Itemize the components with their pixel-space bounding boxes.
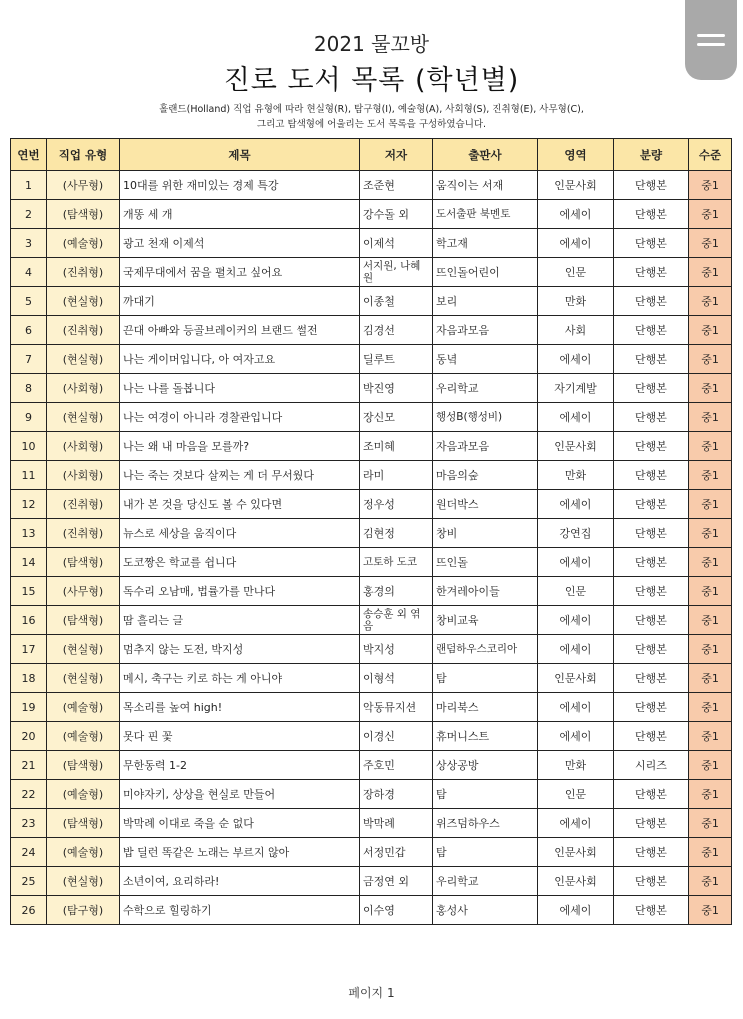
- table-row: [11, 258, 732, 287]
- table-row: [11, 519, 732, 548]
- cell-no: 19: [11, 693, 47, 722]
- cell-author: 송승훈 외 엮음: [360, 606, 433, 635]
- cell-title: 나는 여경이 아니라 경찰관입니다: [120, 403, 360, 432]
- cell-publisher: 상상공방: [433, 751, 538, 780]
- cell-level: 중1: [689, 432, 732, 461]
- cell-area: 인문사회: [538, 838, 614, 867]
- cell-author: 강수돌 외: [360, 200, 433, 229]
- cell-publisher: 자음과모음: [433, 316, 538, 345]
- cell-no: 10: [11, 432, 47, 461]
- cell-form: 단행본: [614, 838, 689, 867]
- cell-no: 23: [11, 809, 47, 838]
- table-row: [11, 693, 732, 722]
- cell-type: (예술형): [47, 838, 120, 867]
- cell-form: 단행본: [614, 867, 689, 896]
- cell-level: 중1: [689, 403, 732, 432]
- cell-title: 도코짱은 학교를 쉽니다: [120, 548, 360, 577]
- cell-type: (예술형): [47, 229, 120, 258]
- cell-type: (진취형): [47, 316, 120, 345]
- cell-area: 에세이: [538, 809, 614, 838]
- description: [0, 102, 743, 132]
- cell-type: (현실형): [47, 635, 120, 664]
- cell-publisher: 탐: [433, 780, 538, 809]
- cell-title: 수학으로 힐링하기: [120, 896, 360, 925]
- cell-no: 6: [11, 316, 47, 345]
- cell-level: 중1: [689, 490, 732, 519]
- cell-area: 인문: [538, 780, 614, 809]
- cell-author: 서지원, 나혜원: [360, 258, 433, 287]
- cell-no: 18: [11, 664, 47, 693]
- column-header-title: 제목: [120, 139, 360, 171]
- cell-title: 나는 게이머입니다, 아 여자고요: [120, 345, 360, 374]
- cell-author: 박진영: [360, 374, 433, 403]
- cell-title: 까대기: [120, 287, 360, 316]
- cell-area: 에세이: [538, 548, 614, 577]
- cell-author: 홍경의: [360, 577, 433, 606]
- cell-author: 이제석: [360, 229, 433, 258]
- cell-publisher: 마리북스: [433, 693, 538, 722]
- cell-level: 중1: [689, 809, 732, 838]
- cell-author: 김현정: [360, 519, 433, 548]
- cell-level: 중1: [689, 751, 732, 780]
- book-list-table: [10, 138, 732, 925]
- cell-area: 인문: [538, 577, 614, 606]
- cell-author: 정우성: [360, 490, 433, 519]
- table-row: [11, 548, 732, 577]
- page-number: 페이지 1: [348, 986, 395, 1000]
- cell-level: 중1: [689, 316, 732, 345]
- column-header-area: 영역: [538, 139, 614, 171]
- cell-author: 이종철: [360, 287, 433, 316]
- cell-title: 국제무대에서 꿈을 펼치고 싶어요: [120, 258, 360, 287]
- cell-title: 땀 흘리는 글: [120, 606, 360, 635]
- cell-publisher: 창비교육: [433, 606, 538, 635]
- table-body: [11, 171, 732, 925]
- cell-no: 24: [11, 838, 47, 867]
- cell-level: 중1: [689, 287, 732, 316]
- table-row: [11, 606, 732, 635]
- cell-area: 인문사회: [538, 867, 614, 896]
- cell-form: 단행본: [614, 722, 689, 751]
- cell-publisher: 마음의숲: [433, 461, 538, 490]
- year-title: 2021 물꼬방: [313, 32, 430, 56]
- cell-publisher: 우리학교: [433, 374, 538, 403]
- cell-title: 개똥 세 개: [120, 200, 360, 229]
- cell-form: 단행본: [614, 548, 689, 577]
- cell-level: 중1: [689, 519, 732, 548]
- description-line-1: 홀랜드(Holland) 직업 유형에 따라 현실형(R), 탐구형(I), 예술형(A), 사회형(S), 진취형(E), 사무형(C),: [159, 104, 584, 115]
- cell-publisher: 한겨레아이들: [433, 577, 538, 606]
- cell-author: 고토하 도코: [360, 548, 433, 577]
- cell-form: 단행본: [614, 374, 689, 403]
- cell-type: (탐색형): [47, 751, 120, 780]
- cell-no: 21: [11, 751, 47, 780]
- cell-title: 내가 본 것을 당신도 볼 수 있다면: [120, 490, 360, 519]
- cell-no: 22: [11, 780, 47, 809]
- cell-type: (탐색형): [47, 606, 120, 635]
- cell-type: (사회형): [47, 461, 120, 490]
- cell-title: 밥 딜런 똑같은 노래는 부르지 않아: [120, 838, 360, 867]
- cell-level: 중1: [689, 374, 732, 403]
- cell-title: 미야자키, 상상을 현실로 만들어: [120, 780, 360, 809]
- cell-title: 뉴스로 세상을 움직이다: [120, 519, 360, 548]
- table-row: [11, 200, 732, 229]
- cell-no: 17: [11, 635, 47, 664]
- table-row: [11, 316, 732, 345]
- table-row: [11, 664, 732, 693]
- cell-area: 강연집: [538, 519, 614, 548]
- cell-area: 인문사회: [538, 171, 614, 200]
- table-row: [11, 809, 732, 838]
- cell-form: 시리즈: [614, 751, 689, 780]
- cell-type: (현실형): [47, 867, 120, 896]
- cell-level: 중1: [689, 896, 732, 925]
- cell-form: 단행본: [614, 577, 689, 606]
- cell-publisher: 뜨인돌: [433, 548, 538, 577]
- cell-form: 단행본: [614, 200, 689, 229]
- cell-form: 단행본: [614, 519, 689, 548]
- cell-area: 인문사회: [538, 664, 614, 693]
- cell-type: (진취형): [47, 258, 120, 287]
- cell-no: 16: [11, 606, 47, 635]
- column-header-level: 수준: [689, 139, 732, 171]
- cell-form: 단행본: [614, 258, 689, 287]
- table-row: [11, 867, 732, 896]
- cell-form: 단행본: [614, 490, 689, 519]
- cell-level: 중1: [689, 780, 732, 809]
- cell-publisher: 움직이는 서재: [433, 171, 538, 200]
- cell-area: 에세이: [538, 229, 614, 258]
- cell-level: 중1: [689, 693, 732, 722]
- cell-title: 메시, 축구는 키로 하는 게 아니야: [120, 664, 360, 693]
- column-header-author: 저자: [360, 139, 433, 171]
- cell-level: 중1: [689, 548, 732, 577]
- cell-title: 10대를 위한 재미있는 경제 특강: [120, 171, 360, 200]
- cell-publisher: 자음과모음: [433, 432, 538, 461]
- cell-author: 김경선: [360, 316, 433, 345]
- cell-author: 라미: [360, 461, 433, 490]
- cell-type: (사회형): [47, 432, 120, 461]
- cell-no: 13: [11, 519, 47, 548]
- cell-publisher: 휴머니스트: [433, 722, 538, 751]
- cell-level: 중1: [689, 171, 732, 200]
- table-header-row: [11, 139, 732, 171]
- cell-type: (예술형): [47, 722, 120, 751]
- page-title: 진로 도서 목록 (학년별): [223, 65, 520, 96]
- cell-publisher: 원더박스: [433, 490, 538, 519]
- cell-type: (탐색형): [47, 809, 120, 838]
- cell-title: 소년이여, 요리하라!: [120, 867, 360, 896]
- cell-title: 박막례 이대로 죽을 순 없다: [120, 809, 360, 838]
- cell-form: 단행본: [614, 693, 689, 722]
- cell-form: 단행본: [614, 809, 689, 838]
- cell-author: 장신모: [360, 403, 433, 432]
- cell-type: (현실형): [47, 403, 120, 432]
- cell-publisher: 탐: [433, 838, 538, 867]
- cell-author: 박막례: [360, 809, 433, 838]
- cell-no: 26: [11, 896, 47, 925]
- cell-title: 멈추지 않는 도전, 박지성: [120, 635, 360, 664]
- cell-area: 인문: [538, 258, 614, 287]
- cell-level: 중1: [689, 722, 732, 751]
- cell-no: 20: [11, 722, 47, 751]
- cell-no: 14: [11, 548, 47, 577]
- cell-level: 중1: [689, 461, 732, 490]
- table-row: [11, 171, 732, 200]
- cell-type: (현실형): [47, 287, 120, 316]
- cell-area: 만화: [538, 751, 614, 780]
- cell-area: 에세이: [538, 606, 614, 635]
- cell-type: (사무형): [47, 171, 120, 200]
- cell-area: 에세이: [538, 403, 614, 432]
- cell-title: 목소리를 높여 high!: [120, 693, 360, 722]
- table-row: [11, 461, 732, 490]
- cell-area: 에세이: [538, 345, 614, 374]
- cell-publisher: 도서출판 북멘토: [433, 200, 538, 229]
- cell-type: (예술형): [47, 693, 120, 722]
- cell-publisher: 동녘: [433, 345, 538, 374]
- description-line-2: 그리고 탐색형에 어울리는 도서 목록을 구성하였습니다.: [256, 119, 487, 130]
- table-row: [11, 403, 732, 432]
- cell-publisher: 창비: [433, 519, 538, 548]
- cell-level: 중1: [689, 200, 732, 229]
- cell-type: (현실형): [47, 664, 120, 693]
- cell-publisher: 위즈덤하우스: [433, 809, 538, 838]
- cell-type: (탐구형): [47, 896, 120, 925]
- cell-level: 중1: [689, 664, 732, 693]
- cell-title: 나는 왜 내 마음을 모를까?: [120, 432, 360, 461]
- cell-author: 조준현: [360, 171, 433, 200]
- cell-type: (사회형): [47, 374, 120, 403]
- cell-author: 주호민: [360, 751, 433, 780]
- cell-no: 8: [11, 374, 47, 403]
- cell-type: (탐색형): [47, 200, 120, 229]
- cell-author: 이형석: [360, 664, 433, 693]
- cell-no: 4: [11, 258, 47, 287]
- table-row: [11, 780, 732, 809]
- cell-author: 서정민갑: [360, 838, 433, 867]
- table-row: [11, 838, 732, 867]
- cell-type: (예술형): [47, 780, 120, 809]
- cell-title: 끈대 아빠와 등골브레이커의 브랜드 썰전: [120, 316, 360, 345]
- cell-publisher: 홍성사: [433, 896, 538, 925]
- cell-no: 2: [11, 200, 47, 229]
- cell-title: 광고 천재 이제석: [120, 229, 360, 258]
- cell-form: 단행본: [614, 664, 689, 693]
- column-header-publisher: 출판사: [433, 139, 538, 171]
- table-row: [11, 577, 732, 606]
- cell-publisher: 행성B(행성비): [433, 403, 538, 432]
- table-row: [11, 287, 732, 316]
- cell-type: (진취형): [47, 490, 120, 519]
- cell-no: 9: [11, 403, 47, 432]
- cell-no: 5: [11, 287, 47, 316]
- cell-title: 못다 핀 꽃: [120, 722, 360, 751]
- table-row: [11, 896, 732, 925]
- cell-form: 단행본: [614, 287, 689, 316]
- cell-author: 조미혜: [360, 432, 433, 461]
- cell-publisher: 랜덤하우스코리아: [433, 635, 538, 664]
- cell-area: 에세이: [538, 896, 614, 925]
- cell-area: 만화: [538, 287, 614, 316]
- cell-type: (진취형): [47, 519, 120, 548]
- cell-level: 중1: [689, 606, 732, 635]
- cell-publisher: 뜨인돌어린이: [433, 258, 538, 287]
- cell-publisher: 학고재: [433, 229, 538, 258]
- cell-type: (사무형): [47, 577, 120, 606]
- cell-area: 에세이: [538, 490, 614, 519]
- cell-author: 이수영: [360, 896, 433, 925]
- cell-title: 나는 나를 돌봅니다: [120, 374, 360, 403]
- cell-form: 단행본: [614, 780, 689, 809]
- cell-level: 중1: [689, 229, 732, 258]
- cell-area: 에세이: [538, 693, 614, 722]
- cell-area: 에세이: [538, 635, 614, 664]
- cell-no: 3: [11, 229, 47, 258]
- cell-area: 사회: [538, 316, 614, 345]
- cell-form: 단행본: [614, 403, 689, 432]
- table-row: [11, 751, 732, 780]
- cell-author: 장하경: [360, 780, 433, 809]
- cell-level: 중1: [689, 838, 732, 867]
- cell-area: 자기계발: [538, 374, 614, 403]
- cell-author: 금정연 외: [360, 867, 433, 896]
- cell-no: 1: [11, 171, 47, 200]
- cell-author: 악동뮤지션: [360, 693, 433, 722]
- cell-form: 단행본: [614, 316, 689, 345]
- cell-publisher: 우리학교: [433, 867, 538, 896]
- cell-author: 딜루트: [360, 345, 433, 374]
- cell-title: 무한동력 1-2: [120, 751, 360, 780]
- cell-level: 중1: [689, 577, 732, 606]
- cell-no: 15: [11, 577, 47, 606]
- cell-level: 중1: [689, 258, 732, 287]
- cell-area: 인문사회: [538, 432, 614, 461]
- table-row: [11, 490, 732, 519]
- table-row: [11, 345, 732, 374]
- cell-area: 에세이: [538, 200, 614, 229]
- table-row: [11, 635, 732, 664]
- cell-title: 나는 죽는 것보다 살찌는 게 더 무서웠다: [120, 461, 360, 490]
- cell-author: 이경신: [360, 722, 433, 751]
- table-row: [11, 229, 732, 258]
- cell-publisher: 보리: [433, 287, 538, 316]
- table-row: [11, 374, 732, 403]
- cell-area: 에세이: [538, 722, 614, 751]
- table-row: [11, 432, 732, 461]
- cell-form: 단행본: [614, 461, 689, 490]
- cell-no: 12: [11, 490, 47, 519]
- cell-form: 단행본: [614, 896, 689, 925]
- cell-author: 박지성: [360, 635, 433, 664]
- cell-area: 만화: [538, 461, 614, 490]
- cell-form: 단행본: [614, 635, 689, 664]
- cell-level: 중1: [689, 635, 732, 664]
- column-header-form: 분량: [614, 139, 689, 171]
- cell-level: 중1: [689, 345, 732, 374]
- column-header-type: 직업 유형: [47, 139, 120, 171]
- table-row: [11, 722, 732, 751]
- cell-no: 25: [11, 867, 47, 896]
- cell-form: 단행본: [614, 345, 689, 374]
- cell-form: 단행본: [614, 606, 689, 635]
- cell-publisher: 탐: [433, 664, 538, 693]
- cell-title: 독수리 오남매, 법률가를 만나다: [120, 577, 360, 606]
- cell-type: (탐색형): [47, 548, 120, 577]
- cell-form: 단행본: [614, 171, 689, 200]
- cell-no: 7: [11, 345, 47, 374]
- cell-level: 중1: [689, 867, 732, 896]
- column-header-no: 연번: [11, 139, 47, 171]
- cell-form: 단행본: [614, 229, 689, 258]
- cell-no: 11: [11, 461, 47, 490]
- cell-type: (현실형): [47, 345, 120, 374]
- cell-form: 단행본: [614, 432, 689, 461]
